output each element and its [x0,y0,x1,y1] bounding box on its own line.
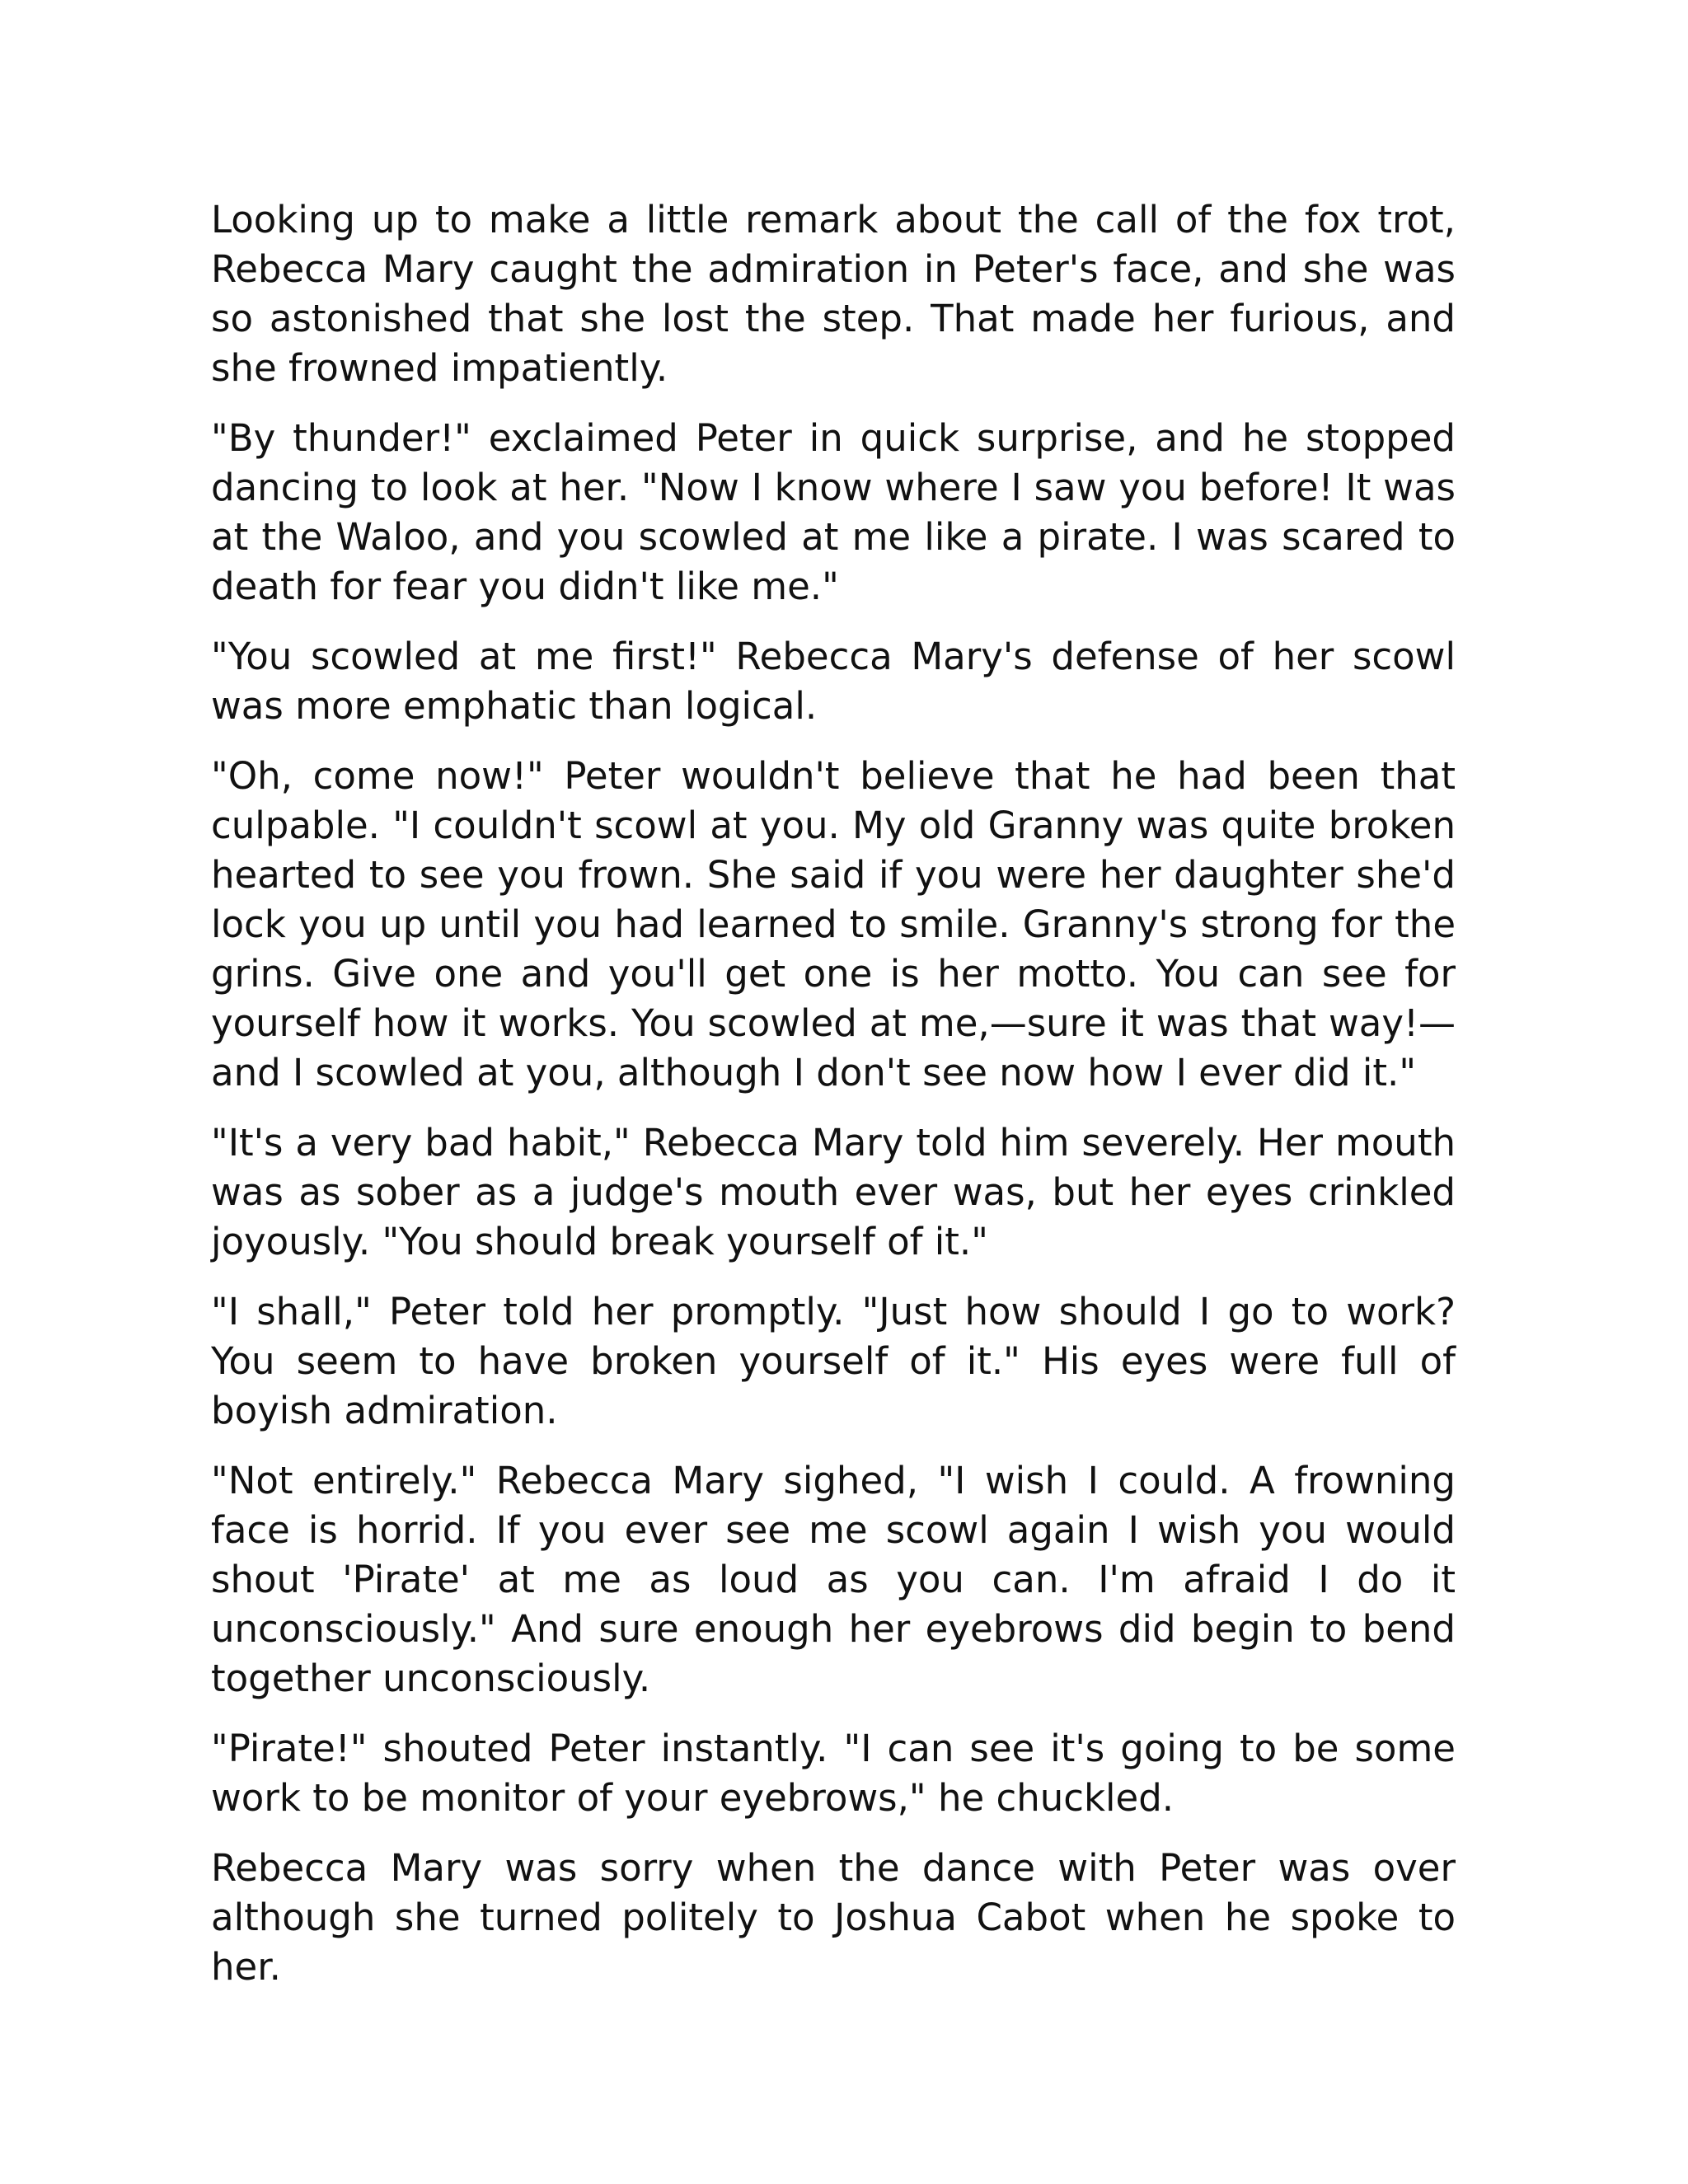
paragraph: "Not entirely." Rebecca Mary sighed, "I wish I could. A frowning face is horrid. If you ever see me scowl again I wish you would shout 'Pirate' at me as loud as you can. I'm afraid I do it unconsciously." And sure enough her eyebrows did begin to bend together unconsciously. [211,1459,1456,1700]
paragraph: "It's a very bad habit," Rebecca Mary told him severely. Her mouth was as sober as a judge's mouth ever was, but her eyes crinkled joyously. "You should break yourself of it." [211,1121,1456,1263]
paragraph: Rebecca Mary was sorry when the dance with Peter was over although she turned politely to Joshua Cabot when he spoke to her. [211,1846,1456,1989]
paragraph: "You scowled at me first!" Rebecca Mary's defense of her scowl was more emphatic than logical. [211,635,1456,728]
paragraph: "Pirate!" shouted Peter instantly. "I can see it's going to be some work to be monitor of your eyebrows," he chuckled. [211,1727,1456,1820]
body-text [211,195,1456,2013]
paragraph: Looking up to make a little remark about the call of the fox trot, Rebecca Mary caught the admiration in Peter's face, and she was so astonished that she lost the step. That made her furious, and she frowned impatiently. [211,198,1456,390]
paragraph: "I shall," Peter told her promptly. "Just how should I go to work? You seem to have broken yourself of it." His eyes were full of boyish admiration. [211,1290,1456,1432]
paragraph: "Oh, come now!" Peter wouldn't believe that he had been that culpable. "I couldn't scowl at you. My old Granny was quite broken hearted to see you frown. She said if you were her daughter she'd lock you up until you had learned to smile. Granny's strong for the grins. Give one and you'll get one is her motto. You can see for yourself how it works. You scowled at me,—sure it was that way!—and I scowled at you, although I don't see now how I ever did it." [211,754,1456,1094]
paragraph: "By thunder!" exclaimed Peter in quick surprise, and he stopped dancing to look at her. "Now I know where I saw you before! It was at the Waloo, and you scowled at me like a pirate. I was scared to death for fear you didn't like me." [211,416,1456,608]
